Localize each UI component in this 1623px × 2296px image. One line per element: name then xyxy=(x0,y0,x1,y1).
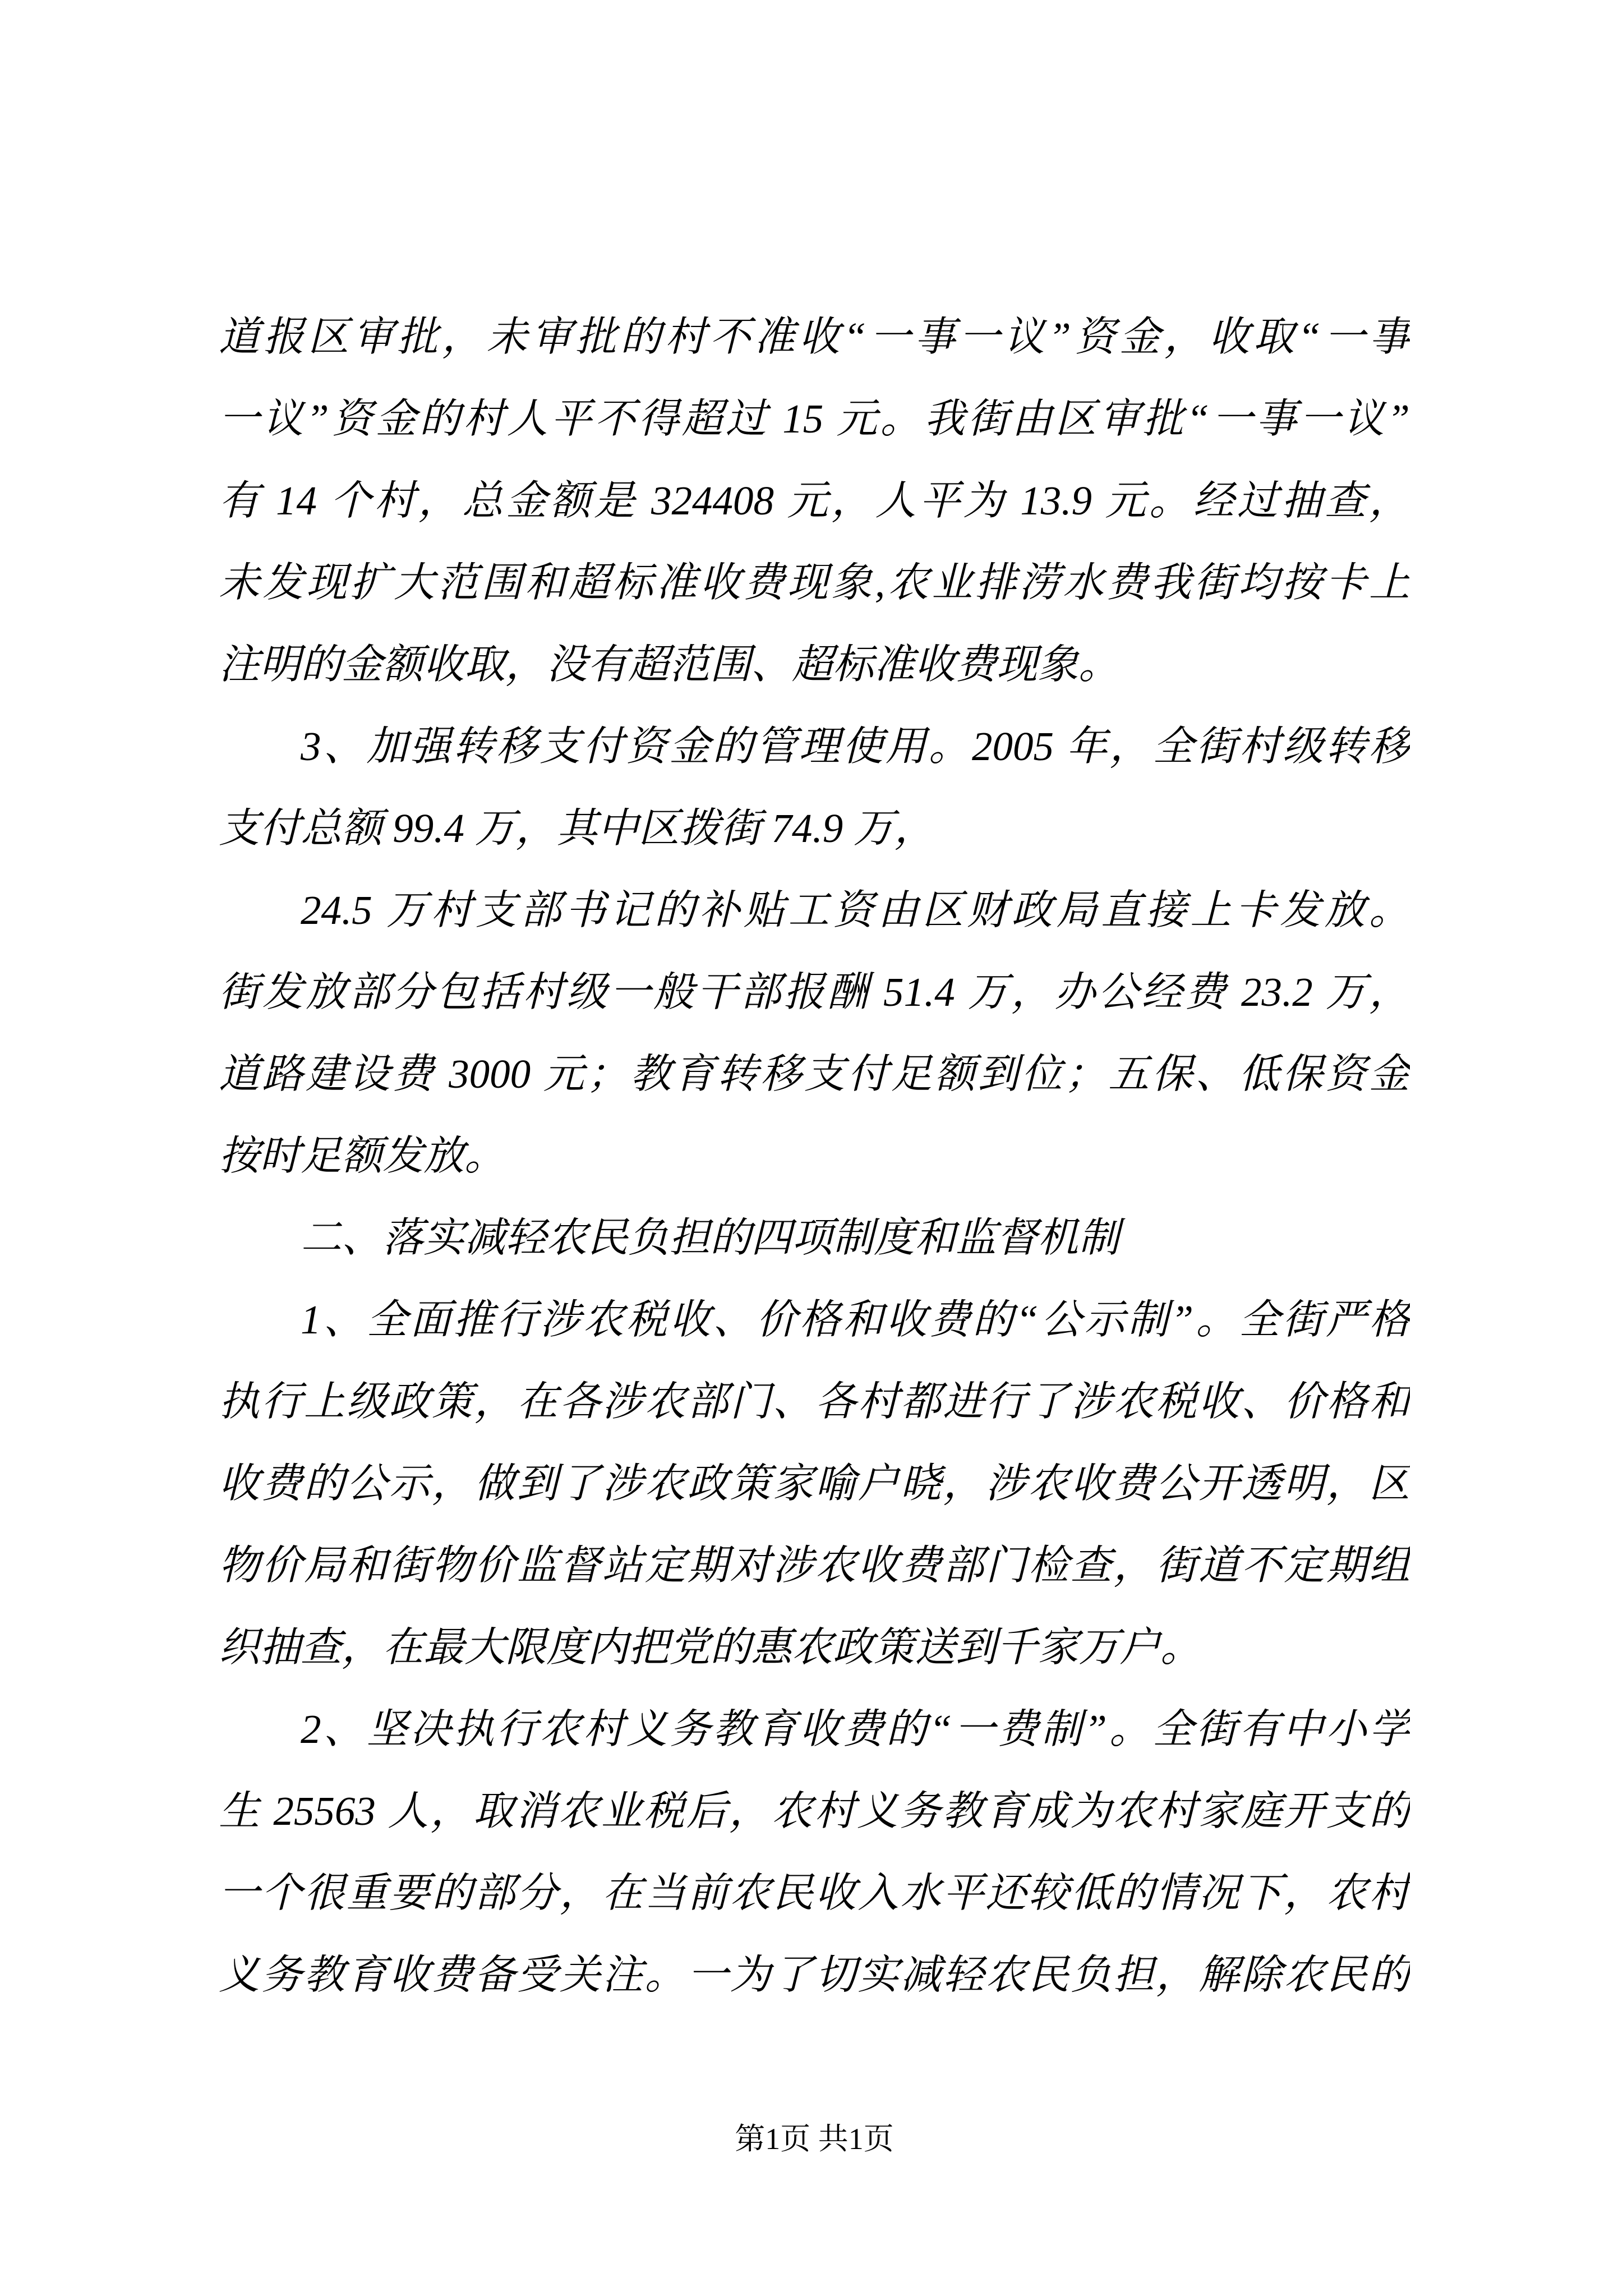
text-line: 按时足额发放。 xyxy=(219,1133,505,1179)
text-line: 未发现扩大范围和超标准收费现象,农业排涝水费我街均按卡上 xyxy=(219,560,1410,605)
text-line: 织抽查，在最大限度内把党的惠农政策送到千家万户。 xyxy=(219,1625,1201,1670)
text-line: 义务教育收费备受关注。一为了切实减轻农民负担，解除农民的 xyxy=(219,1952,1410,1998)
text-line: 2、坚决执行农村义务教育收费的“一费制”。全街有中小学 xyxy=(301,1706,1410,1752)
text-line: 1、全面推行涉农税收、价格和收费的“公示制”。全街严格 xyxy=(301,1297,1410,1342)
text-line: 二、落实减轻农民负担的四项制度和监督机制 xyxy=(301,1215,1119,1260)
text-line: 执行上级政策，在各涉农部门、各村都进行了涉农税收、价格和 xyxy=(219,1379,1410,1424)
text-line: 支付总额 99.4 万，其中区拨街 74.9 万， xyxy=(219,806,935,851)
page-footer: 第1页 共1页 xyxy=(735,2122,894,2156)
text-line: 生 25563 人，取消农业税后，农村义务教育成为农村家庭开支的 xyxy=(219,1788,1410,1834)
text-line: 3、加强转移支付资金的管理使用。2005 年，全街村级转移 xyxy=(301,724,1410,769)
text-line: 有 14 个村，总金额是 324408 元，人平为 13.9 元。经过抽查， xyxy=(219,478,1410,523)
text-line: 道路建设费 3000 元；教育转移支付足额到位；五保、低保资金 xyxy=(219,1051,1410,1097)
text-line: 收费的公示，做到了涉农政策家喻户晓，涉农收费公开透明，区 xyxy=(219,1461,1410,1506)
text-line: 物价局和街物价监督站定期对涉农收费部门检查，街道不定期组 xyxy=(219,1543,1410,1588)
text-line: 街发放部分包括村级一般干部报酬 51.4 万，办公经费 23.2 万， xyxy=(219,969,1410,1015)
document-body xyxy=(219,296,1410,2016)
text-line: 24.5 万村支部书记的补贴工资由区财政局直接上卡发放。 xyxy=(301,887,1410,933)
text-line: 一个很重要的部分，在当前农民收入水平还较低的情况下，农村 xyxy=(219,1870,1410,1916)
text-line: 注明的金额收取，没有超范围、超标准收费现象。 xyxy=(219,642,1119,687)
text-line: 道报区审批，未审批的村不准收“一事一议”资金，收取“一事 xyxy=(219,314,1410,360)
text-line: 一议”资金的村人平不得超过 15 元。我街由区审批“一事一议” xyxy=(219,396,1410,441)
